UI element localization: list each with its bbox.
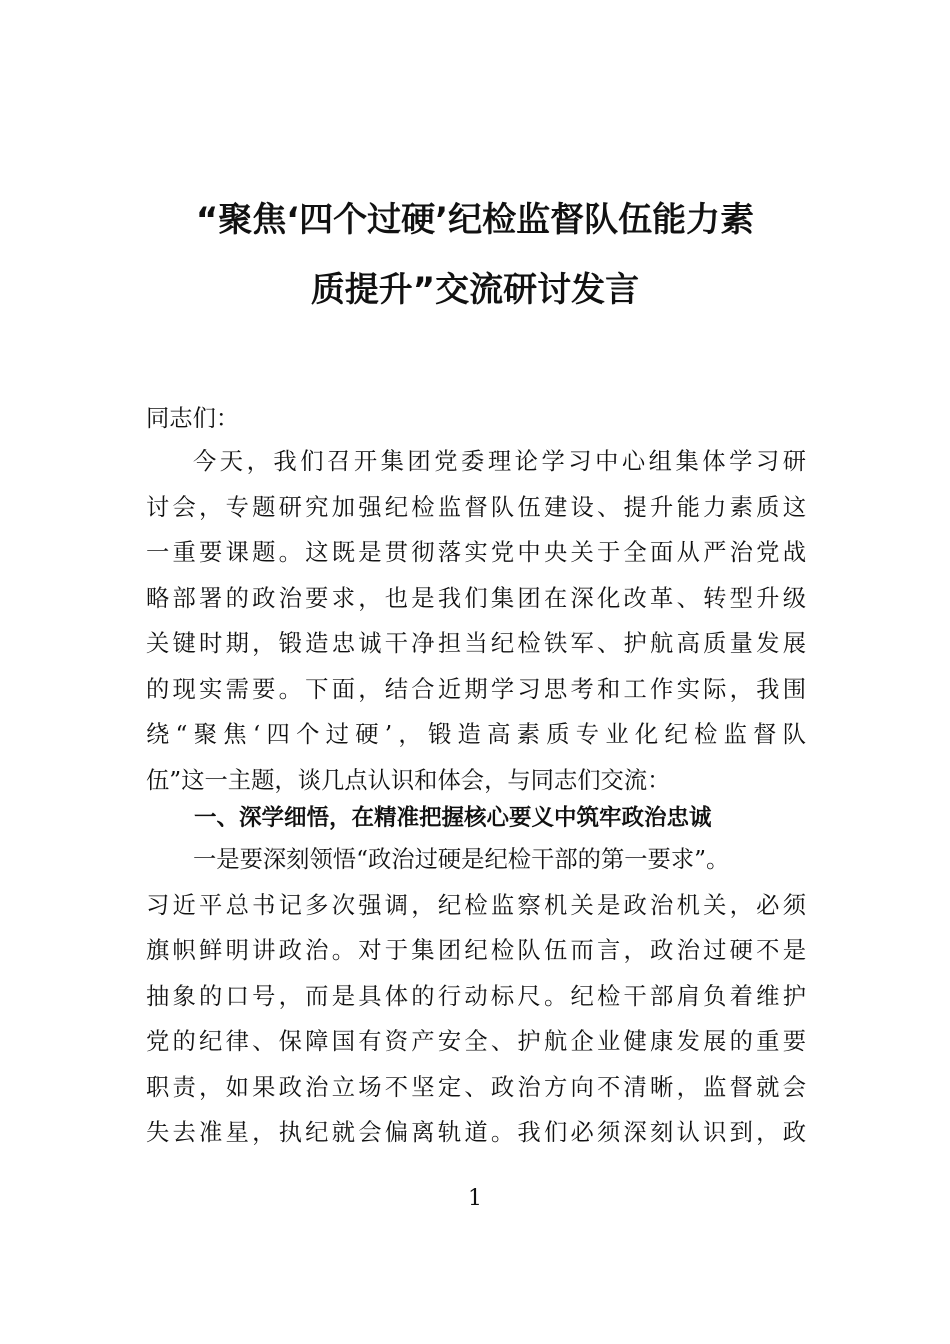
paragraph-line: 习近平总书记多次强调，纪检监察机关是政治机关，必须 xyxy=(146,891,806,919)
paragraph-line: 讨会，专题研究加强纪检监督队伍建设、提升能力素质这 xyxy=(146,493,806,521)
page-number: 1 xyxy=(468,1186,482,1211)
paragraph-line: 一重要课题。这既是贯彻落实党中央关于全面从严治党战 xyxy=(146,539,806,566)
paragraph-line: 旗帜鲜明讲政治。对于集团纪检队伍而言，政治过硬不是 xyxy=(146,937,806,964)
paragraph-line: 绕“聚焦‘四个过硬’，锻造高素质专业化纪检监督队 xyxy=(146,721,806,748)
paragraph-line: 失去准星，执纪就会偏离轨道。我们必须深刻认识到，政 xyxy=(146,1119,806,1146)
paragraph-line: 今天，我们召开集团党委理论学习中心组集体学习研 xyxy=(193,448,806,475)
paragraph-line: 伍”这一主题，谈几点认识和体会，与同志们交流： xyxy=(146,766,671,794)
paragraph-line: 党的纪律、保障国有资产安全、护航企业健康发展的重要 xyxy=(146,1028,806,1055)
paragraph-line: 职责，如果政治立场不坚定、政治方向不清晰，监督就会 xyxy=(146,1073,806,1101)
salutation: 同志们： xyxy=(146,405,240,432)
document-title-line-2: 质提升”交流研讨发言 xyxy=(310,270,640,310)
document-title-line-1: “聚焦‘四个过硬’纪检监督队伍能力素 xyxy=(195,200,755,240)
paragraph-2 xyxy=(146,840,806,1159)
paragraph-line: 关键时期，锻造忠诚干净担当纪检铁军、护航高质量发展 xyxy=(146,630,806,657)
paragraph-line: 略部署的政治要求，也是我们集团在深化改革、转型升级 xyxy=(146,584,806,612)
section-heading-1: 一、深学细悟，在精准把握核心要义中筑牢政治忠诚 xyxy=(194,805,712,831)
paragraph-line: 一是要深刻领悟“政治过硬是纪检干部的第一要求”。 xyxy=(193,846,730,873)
paragraph-1 xyxy=(146,442,806,806)
paragraph-line: 的现实需要。下面，结合近期学习思考和工作实际，我围 xyxy=(146,675,806,703)
paragraph-line: 抽象的口号，而是具体的行动标尺。纪检干部肩负着维护 xyxy=(146,982,806,1010)
